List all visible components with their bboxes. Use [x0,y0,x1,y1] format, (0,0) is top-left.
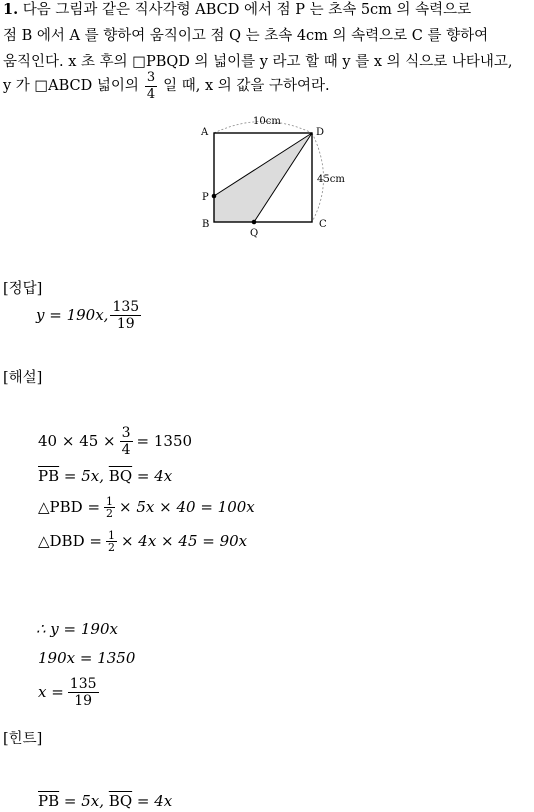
problem-line-4: y 가 □ABCD 넓이의 $\frac{3}{4}$ 일 때, x 의 값을 구하여라. [3,69,330,102]
answer-expression: y = 190x, $\frac{135}{19}$ [36,298,140,332]
label-a: A [201,127,209,138]
answer-heading: [정답] [3,281,43,297]
label-top-dimension: 10cm [253,116,281,127]
problem-line-3: 움직인다. x 초 후의 □PBQD 의 넓이를 y 라고 할 때 y 를 x 의 식으로 나타내고, [3,54,513,70]
explanation-line-2: $\overline{PB} = 5x$, $\overline{BQ} = 4x$ [38,467,173,485]
problem-line-2: 점 B 에서 A 를 향하여 움직이고 점 Q 는 초속 4cm 의 속력으로 C 를 향하여 [3,28,489,44]
label-p: P [202,192,209,203]
label-b: B [202,219,210,230]
label-c: C [319,219,327,230]
shaded-quadrilateral-pbqd [214,133,312,222]
rectangle-figure [195,112,355,242]
explanation-line-7: x = $\frac{135}{19}$ [38,675,97,709]
hint-heading: [힌트] [3,731,43,747]
point-q [252,220,257,225]
explanation-line-6: 190x = 1350 [38,649,136,667]
label-d: D [316,127,325,138]
hint-line-1: $\overline{PB} = 5x$, $\overline{BQ} = 4x$ [38,792,173,810]
answer-fraction: $\frac{135}{19}$ [112,298,140,332]
problem-line-1: 1. 다음 그림과 같은 직사각형 ABCD 에서 점 P 는 초속 5cm 의 속력으로 [3,1,472,18]
label-right-dimension: 45cm [317,174,345,185]
problem-number: 1. [3,1,19,18]
point-p [212,194,217,199]
explanation-line-4: △DBD = $\frac{1}{2}$ × 4x × 45 = 90x [38,528,248,554]
label-q: Q [250,228,259,239]
explanation-line-1: 40 × 45 × $\frac{3}{4}$ = 1350 [38,424,193,458]
explanation-line-3: △PBD = $\frac{1}{2}$ × 5x × 40 = 100x [38,494,255,520]
explanation-heading: [해설] [3,370,43,386]
fraction-three-quarters: $\frac{3}{4}$ [146,69,156,102]
explanation-line-5: ∴ y = 190x [36,620,118,638]
